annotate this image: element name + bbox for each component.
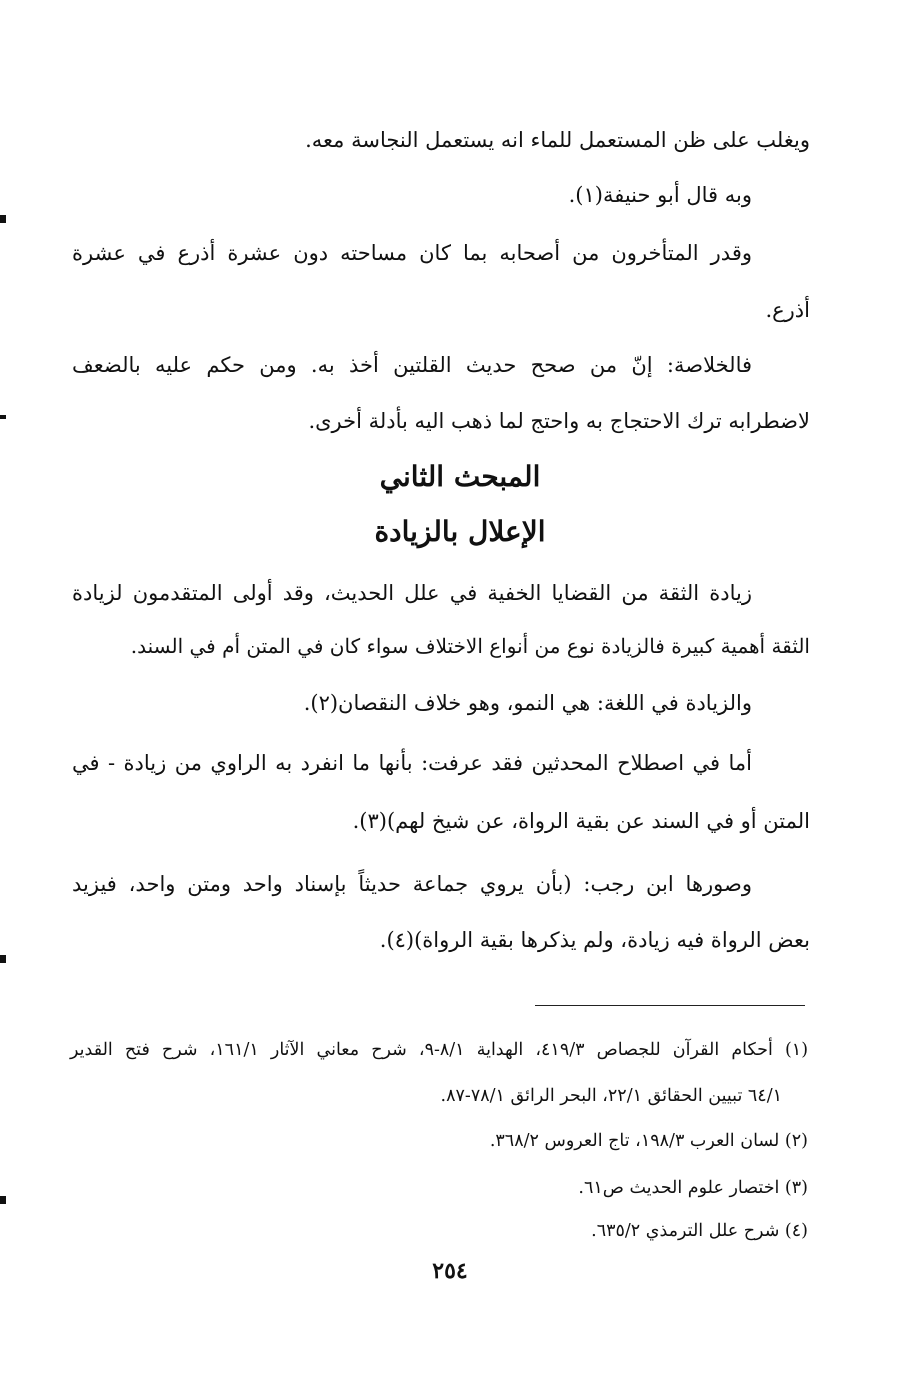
body-line-6: لاضطرابه ترك الاحتجاج به واحتج لما ذهب اليه بأدلة أخرى.: [308, 409, 810, 433]
scan-edge-mark: [0, 215, 6, 223]
scan-edge-mark: [0, 1196, 6, 1204]
section-line-3: والزيادة في اللغة: هي النمو، وهو خلاف النقصان(٢).: [303, 691, 752, 715]
scan-edge-mark: [0, 415, 6, 419]
section-line-6: وصورها ابن رجب: (بأن يروي جماعة حديثاً بإسناد واحد ومتن واحد، فيزيد: [72, 872, 752, 896]
body-line-4: أذرع.: [765, 298, 810, 322]
footnote-1: (١) أحكام القرآن للجصاص ٤١٩/٣، الهداية ٨/١-٩، شرح معاني الآثار ١٦١/١، شرح فتح القدير: [70, 1040, 809, 1060]
scan-edge-mark: [0, 955, 6, 963]
body-line-2: وبه قال أبو حنيفة(١).: [568, 183, 752, 207]
section-line-5: المتن أو في السند عن بقية الرواة، عن شيخ لهم)(٣).: [352, 809, 810, 833]
footnote-2: (٢) لسان العرب ١٩٨/٣، تاج العروس ٣٦٨/٢.: [489, 1131, 808, 1151]
body-line-5: فالخلاصة: إنّ من صحح حديث القلتين أخذ به. ومن حكم عليه بالضعف: [72, 353, 752, 377]
body-line-3: وقدر المتأخرون من أصحابه بما كان مساحته دون عشرة أذرع في عشرة: [72, 241, 752, 265]
footnote-divider: [535, 1005, 805, 1006]
section-subtitle: الإعلال بالزيادة: [374, 515, 546, 548]
footnote-3: (٣) اختصار علوم الحديث ص٦١.: [578, 1178, 808, 1198]
section-line-2: الثقة أهمية كبيرة فالزيادة نوع من أنواع الاختلاف سواء كان في المتن أم في السند.: [130, 634, 810, 658]
page-number: ٢٥٤: [432, 1258, 468, 1284]
section-line-4: أما في اصطلاح المحدثين فقد عرفت: بأنها ما انفرد به الراوي من زيادة - في: [72, 751, 752, 775]
footnote-4: (٤) شرح علل الترمذي ٦٣٥/٢.: [591, 1221, 808, 1241]
body-line-1: ويغلب على ظن المستعمل للماء انه يستعمل النجاسة معه.: [305, 128, 810, 152]
section-line-1: زيادة الثقة من القضايا الخفية في علل الحديث، وقد أولى المتقدمون لزيادة: [72, 581, 752, 605]
footnote-1-continued: ٦٤/١ تبيين الحقائق ٢٢/١، البحر الرائق ٧٨/١-٨٧.: [440, 1086, 782, 1106]
section-title: المبحث الثاني: [379, 460, 541, 493]
section-line-7: بعض الرواة فيه زيادة، ولم يذكرها بقية الرواة)(٤).: [379, 928, 810, 952]
